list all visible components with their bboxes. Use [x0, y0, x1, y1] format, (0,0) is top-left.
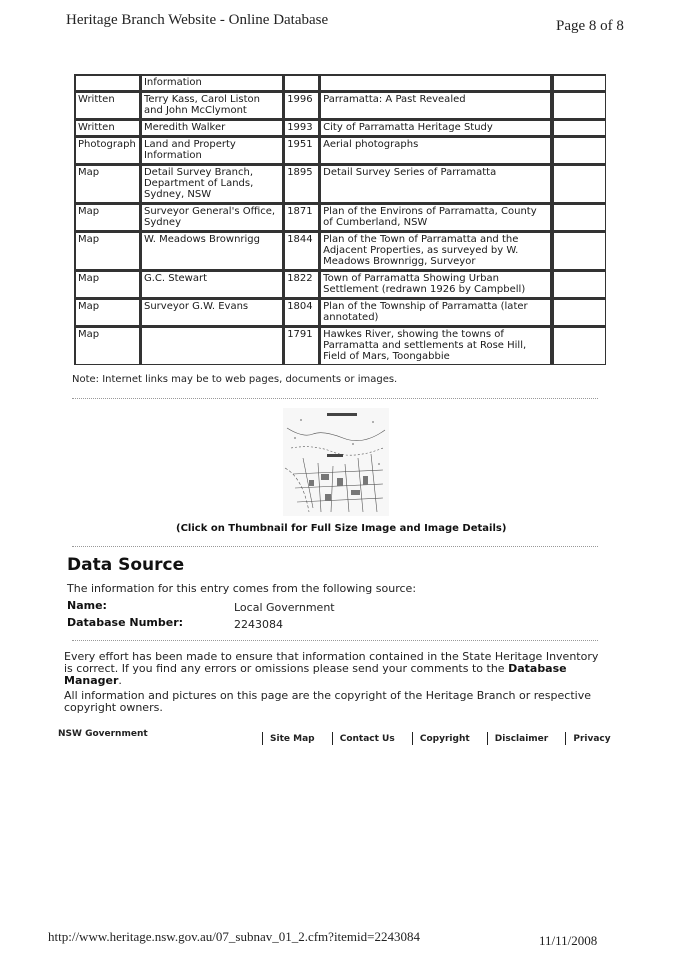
footer-org: NSW Government: [58, 729, 148, 739]
year-cell: 1804: [283, 298, 319, 326]
link-cell: [551, 231, 606, 270]
privacy-link[interactable]: Privacy: [573, 733, 611, 744]
database-manager-link[interactable]: Database Manager: [64, 662, 567, 687]
print-footer-url: http://www.heritage.nsw.gov.au/07_subnav_01_2.cfm?itemid=2243084: [48, 929, 420, 944]
table-row: [74, 136, 606, 164]
title-cell: Town of Parramatta Showing Urban Settlement (redrawn 1926 by Campbell): [319, 270, 551, 298]
year-cell: 1791: [283, 326, 319, 365]
table-row: [74, 91, 606, 119]
type-cell: Photograph: [74, 136, 140, 164]
title-cell: City of Parramatta Heritage Study: [319, 119, 551, 136]
data-source-intro: The information for this entry comes from the following source:: [67, 582, 417, 595]
link-cell: [551, 203, 606, 231]
data-source-heading: Data Source: [67, 555, 185, 575]
footer-separator: [487, 732, 488, 745]
footer-separator: [412, 732, 413, 745]
type-cell: Written: [74, 119, 140, 136]
author-cell: Information: [140, 74, 283, 91]
title-cell: Plan of the Environs of Parramatta, County of Cumberland, NSW: [319, 203, 551, 231]
title-cell: Plan of the Township of Parramatta (later annotated): [319, 298, 551, 326]
table-row: [74, 231, 606, 270]
title-cell: [319, 74, 551, 91]
database-number-label: Database Number:: [67, 616, 184, 629]
author-cell: Meredith Walker: [140, 119, 283, 136]
links-note: Note: Internet links may be to web pages, documents or images.: [72, 374, 398, 385]
print-page-number: Page 8 of 8: [556, 18, 624, 34]
author-cell: [140, 326, 283, 365]
disclaimer-text: Every effort has been made to ensure that information contained in the State Heritage Inventory is correct. If you find any errors or omissions please send your comments to the: [64, 650, 599, 675]
link-cell: [551, 74, 606, 91]
link-cell: [551, 91, 606, 119]
author-cell: Surveyor G.W. Evans: [140, 298, 283, 326]
map-thumbnail-image: [283, 408, 389, 516]
table-row: [74, 164, 606, 203]
link-cell: [551, 164, 606, 203]
title-cell: Detail Survey Series of Parramatta: [319, 164, 551, 203]
print-header-title: Heritage Branch Website - Online Database: [66, 12, 329, 28]
link-cell: [551, 119, 606, 136]
disclaimer-paragraph: [64, 651, 604, 687]
link-cell: [551, 270, 606, 298]
table-row: [74, 326, 606, 365]
divider: [72, 398, 598, 399]
year-cell: 1996: [283, 91, 319, 119]
type-cell: [74, 74, 140, 91]
map-thumbnail[interactable]: [283, 408, 389, 516]
type-cell: Map: [74, 231, 140, 270]
title-cell: Aerial photographs: [319, 136, 551, 164]
author-cell: Land and Property Information: [140, 136, 283, 164]
type-cell: Map: [74, 270, 140, 298]
site-map-link[interactable]: Site Map: [270, 733, 315, 744]
divider: [72, 640, 598, 641]
name-value: Local Government: [234, 601, 335, 614]
thumbnail-caption: (Click on Thumbnail for Full Size Image and Image Details): [176, 523, 507, 534]
copyright-link[interactable]: Copyright: [419, 733, 470, 744]
copyright-paragraph: All information and pictures on this page are the copyright of the Heritage Branch or respective copyright owners.: [64, 689, 591, 714]
footer-separator: [565, 732, 566, 745]
title-cell: Plan of the Town of Parramatta and the Adjacent Properties, as surveyed by W. Meadows Brownrigg, Surveyor: [319, 231, 551, 270]
link-cell: [551, 326, 606, 365]
table-row: [74, 203, 606, 231]
contact-us-link[interactable]: Contact Us: [339, 733, 395, 744]
database-number-value: 2243084: [234, 618, 283, 631]
references-table: [74, 74, 606, 365]
year-cell: 1844: [283, 231, 319, 270]
type-cell: Map: [74, 164, 140, 203]
footer-nav: [262, 732, 625, 745]
disclaimer-end: .: [118, 674, 122, 687]
disclaimer-link[interactable]: Disclaimer: [494, 733, 549, 744]
year-cell: 1951: [283, 136, 319, 164]
footer-separator: [262, 732, 263, 745]
author-cell: Detail Survey Branch, Department of Lands, Sydney, NSW: [140, 164, 283, 203]
footer-separator: [332, 732, 333, 745]
year-cell: 1993: [283, 119, 319, 136]
year-cell: 1895: [283, 164, 319, 203]
link-cell: [551, 136, 606, 164]
name-label: Name:: [67, 599, 107, 612]
type-cell: Written: [74, 91, 140, 119]
type-cell: Map: [74, 203, 140, 231]
table-row: [74, 270, 606, 298]
year-cell: [283, 74, 319, 91]
divider: [72, 546, 598, 547]
link-cell: [551, 298, 606, 326]
table-row: [74, 119, 606, 136]
table-row: [74, 74, 606, 91]
type-cell: Map: [74, 326, 140, 365]
author-cell: W. Meadows Brownrigg: [140, 231, 283, 270]
type-cell: Map: [74, 298, 140, 326]
author-cell: Terry Kass, Carol Liston and John McClymont: [140, 91, 283, 119]
table-row: [74, 298, 606, 326]
title-cell: Hawkes River, showing the towns of Parramatta and settlements at Rose Hill, Field of Mars, Toongabbie: [319, 326, 551, 365]
author-cell: Surveyor General's Office, Sydney: [140, 203, 283, 231]
title-cell: Parramatta: A Past Revealed: [319, 91, 551, 119]
print-footer-date: 11/11/2008: [539, 933, 598, 948]
year-cell: 1871: [283, 203, 319, 231]
author-cell: G.C. Stewart: [140, 270, 283, 298]
year-cell: 1822: [283, 270, 319, 298]
